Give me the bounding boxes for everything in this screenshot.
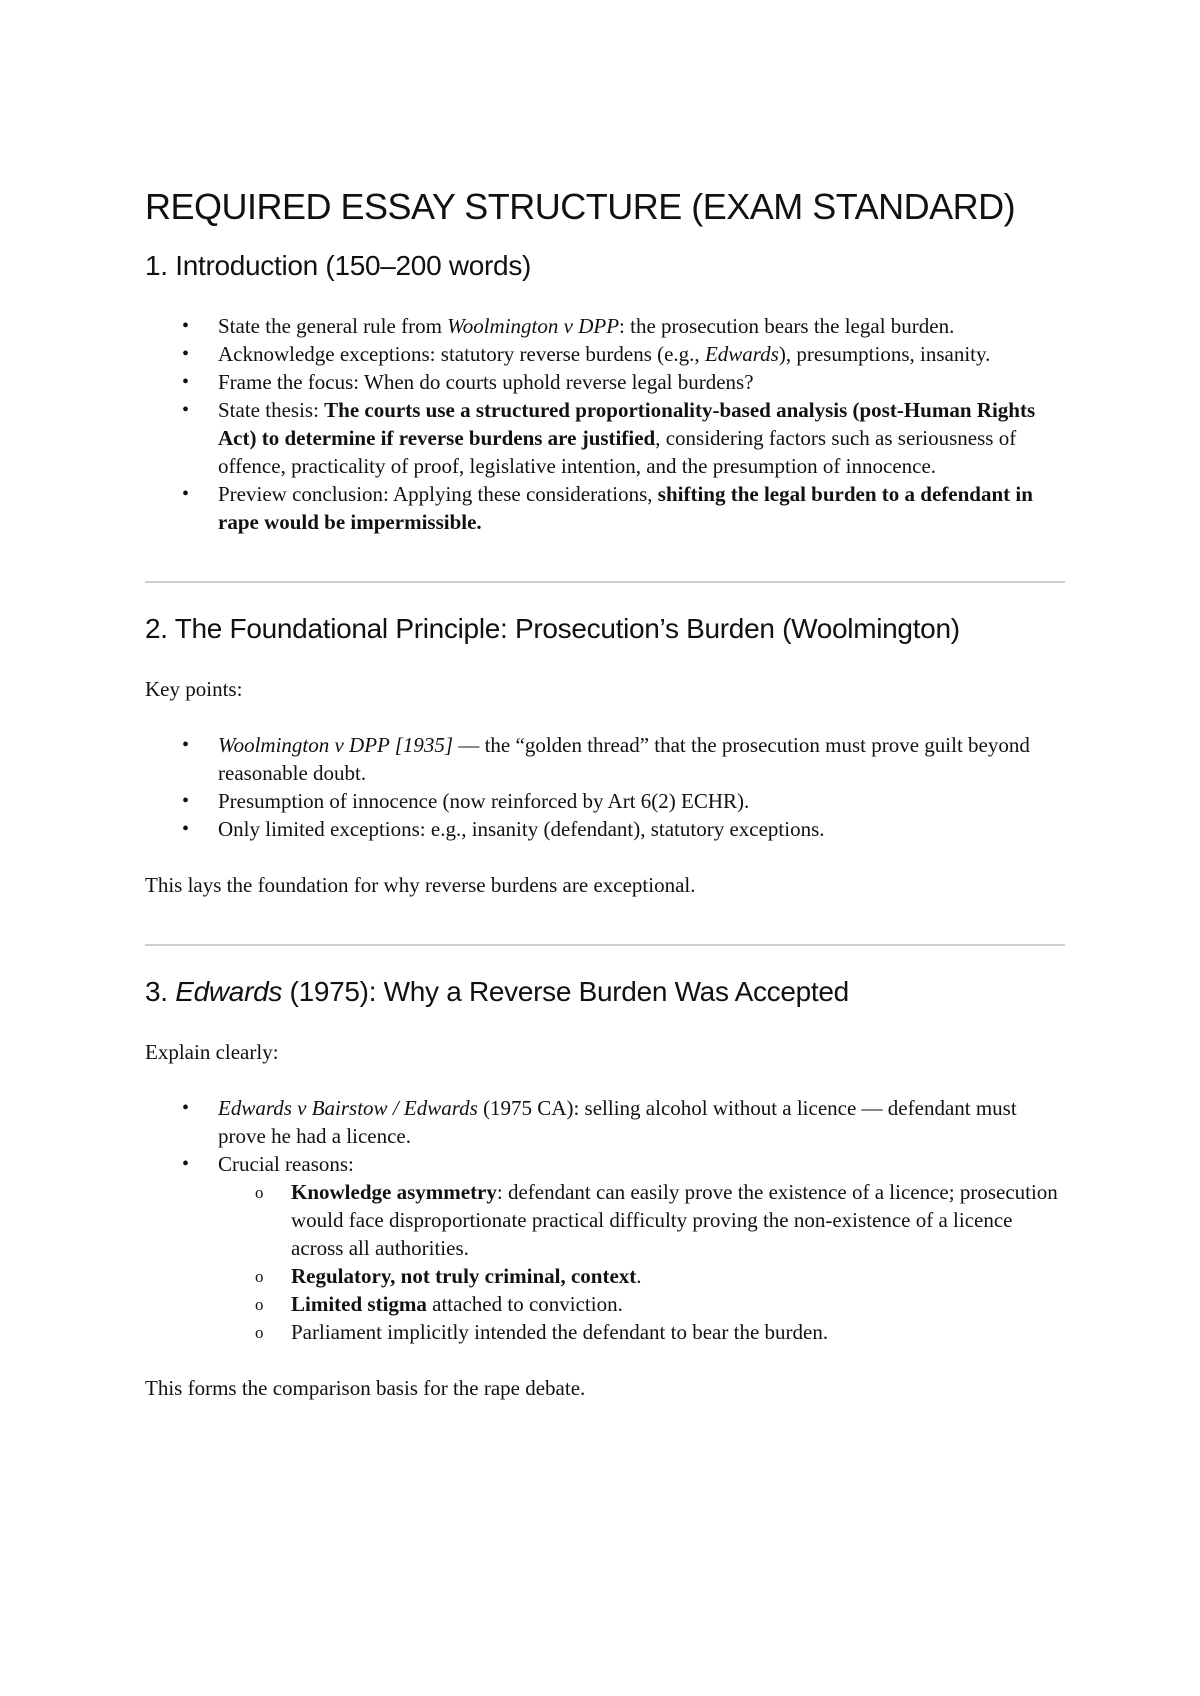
section-3-heading: 3. Edwards (1975): Why a Reverse Burden Was Accepted (145, 976, 849, 1007)
document-title: REQUIRED ESSAY STRUCTURE (EXAM STANDARD) (145, 186, 1016, 227)
list-item: • State the general rule from Woolmington v DPP: the prosecution bears the legal burden. (145, 312, 1065, 340)
section-2-heading: 2. The Foundational Principle: Prosecution’s Burden (Woolmington) (145, 613, 960, 644)
section-divider (145, 581, 1065, 583)
document-body (145, 186, 1065, 1402)
list-item: • Preview conclusion: Applying these considerations, shifting the legal burden to a defendant in rape would be impermissible. (145, 480, 1065, 536)
sub-list-item: o Limited stigma attached to conviction. (218, 1290, 1065, 1318)
list-item: • Presumption of innocence (now reinforced by Art 6(2) ECHR). (145, 787, 1065, 815)
section-3-intro: Explain clearly: (145, 1040, 279, 1064)
list-item: • Frame the focus: When do courts uphold reverse legal burdens? (145, 368, 1065, 396)
section-2-intro: Key points: (145, 677, 243, 701)
list-item: • Woolmington v DPP [1935] — the “golden thread” that the prosecution must prove guilt beyond reasonable doubt. (145, 731, 1065, 787)
section-2-closing: This lays the foundation for why reverse burdens are exceptional. (145, 873, 696, 897)
section-1-list (145, 312, 1065, 536)
section-2-list (145, 731, 1065, 843)
list-item: • Only limited exceptions: e.g., insanity (defendant), statutory exceptions. (145, 815, 1065, 843)
list-item: • Edwards v Bairstow / Edwards (1975 CA): selling alcohol without a licence — defendant must prove he had a licence. (145, 1094, 1065, 1150)
section-3-sublist (218, 1178, 1065, 1346)
section-3-closing: This forms the comparison basis for the rape debate. (145, 1376, 586, 1400)
section-divider (145, 944, 1065, 946)
section-3-list (145, 1094, 1065, 1346)
list-item: • State thesis: The courts use a structured proportionality-based analysis (post-Human Rights Act) to determine if reverse burdens are justified, considering factors such as seriousness of offence, practicality of proof, legislative intention, and the presumption of innocence. (145, 396, 1065, 480)
section-1-heading: 1. Introduction (150–200 words) (145, 250, 532, 281)
sub-list-item: o Knowledge asymmetry: defendant can easily prove the existence of a licence; prosecution would face disproportionate practical difficulty proving the non-existence of a licence across all authorities. (218, 1178, 1065, 1262)
list-item: • Crucial reasons: o Knowledge asymmetry: defendant can easily prove the existence of a licence; prosecution would face disproportionate practical difficulty proving the non-existence of a licence across all authorities. o Regulatory, not truly criminal, context. o Limited stigma attached to conviction. o Parliament implicitly intended the defendant to bear the burden. (145, 1150, 1065, 1346)
sub-list-item: o Parliament implicitly intended the defendant to bear the burden. (218, 1318, 1065, 1346)
list-item: • Acknowledge exceptions: statutory reverse burdens (e.g., Edwards), presumptions, insanity. (145, 340, 1065, 368)
sub-list-item: o Regulatory, not truly criminal, context. (218, 1262, 1065, 1290)
